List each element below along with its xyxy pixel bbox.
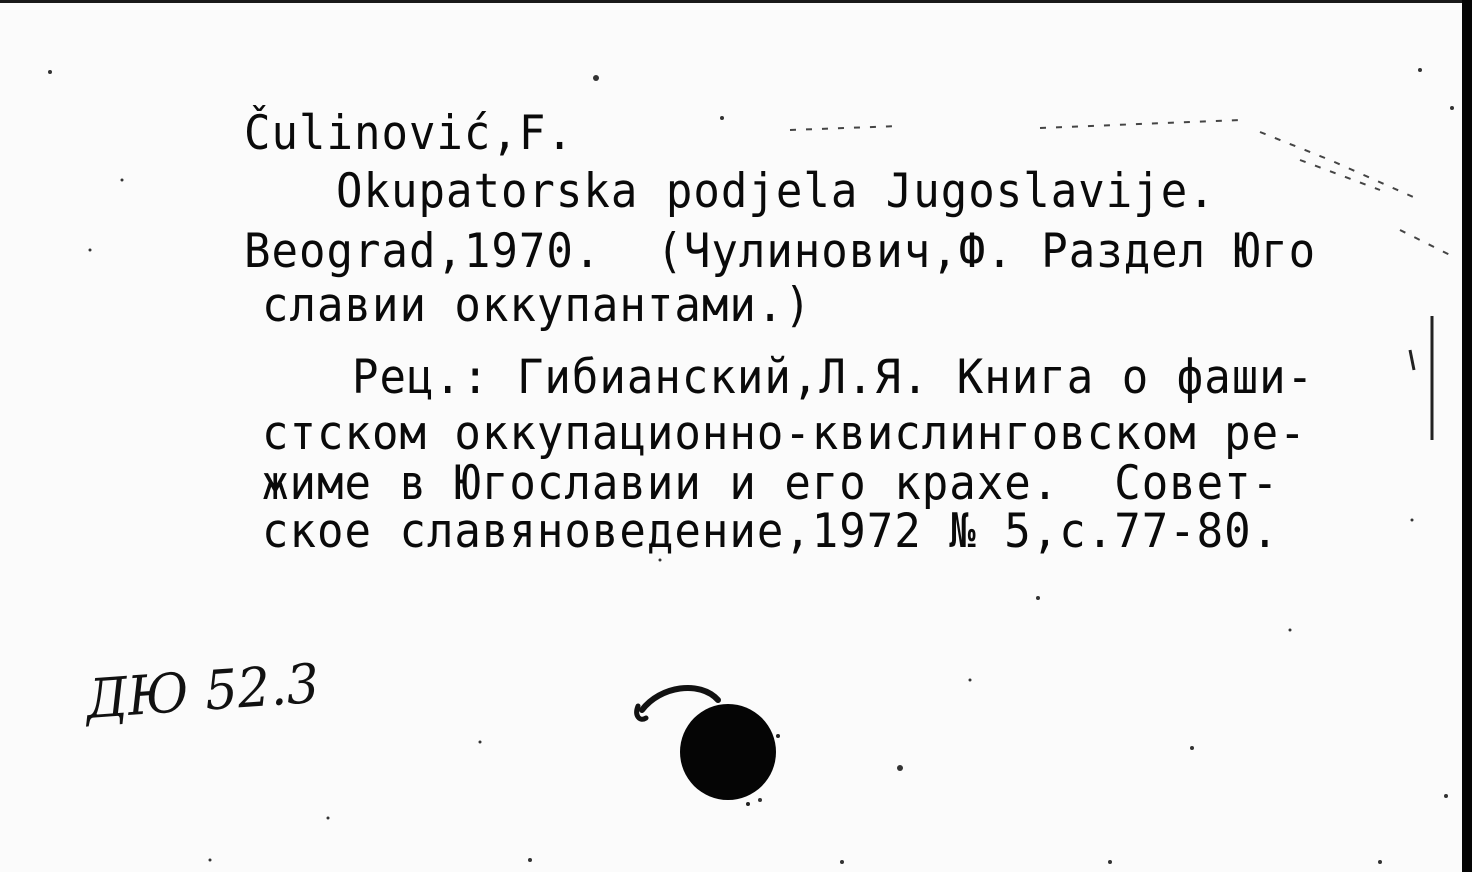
author-heading: Čulinović,F. [244,105,574,161]
review-line-4: ское славяноведение,1972 № 5,с.77-80. [262,503,1280,559]
review-line-2: стском оккупационно-квислинговском ре- [262,405,1307,461]
imprint-line: Beograd,1970. (Чулинович,Ф. Раздел Юго [244,223,1317,279]
review-line-3: жиме в Югославии и его крахе. Совет- [262,455,1280,511]
review-line-1: Рец.: Гибианский,Л.Я. Книга о фаши- [352,349,1315,405]
title-line: Okupatorska podjela Jugoslavije. [336,163,1216,219]
translation-line: славии оккупантами.) [262,277,812,333]
call-number: ДЮ 52.3 [83,651,322,731]
